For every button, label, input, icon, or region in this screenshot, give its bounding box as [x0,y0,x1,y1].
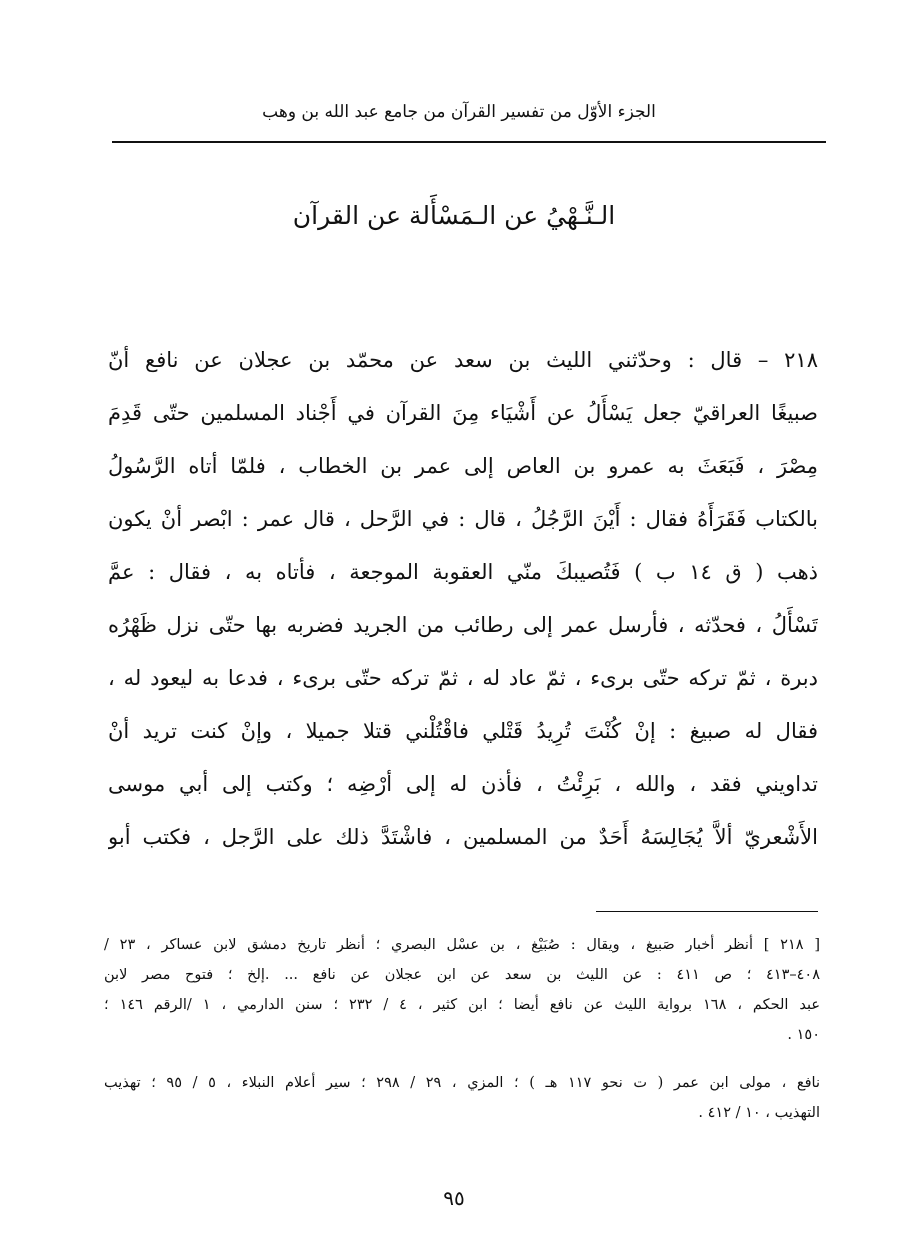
text-line: تَسْأَلُ ، فحدّثه ، فأرسل عمر إلى رطائب من الجريد فضربه بها حتّى نزل ظَهْرُه [108,613,818,637]
footnote-line: نافع ، مولى ابن عمر ( ت نحو ١١٧ هـ ) ؛ المزي ، ٢٩ / ٢٩٨ ؛ سير أعلام النبلاء ، ٥ / ٩٥ ؛ تهذيب [104,1075,820,1091]
footnote-line: [ ٢١٨ ] أنظر أخبار صَبيغ ، ويقال : صُبَيْغ ، بن عسْل البصري ؛ أنظر تاريخ دمشق لابن عساكر ، ٢٣ / [104,937,820,953]
text-line: ذهب ( ق ١٤ ب ) فَتُصيبكَ منّي العقوبة الموجعة ، فأتاه به ، فقال : عمَّ [108,560,818,584]
text-line: ٢١٨ – قال : وحدّثني الليث بن سعد عن محمّد بن عجلان عن نافع أنّ [108,348,818,372]
footnote-line: التهذيب ، ١٠ / ٤١٢ . [698,1105,820,1121]
footnotes [104,930,820,1128]
text-line: الأَشْعريّ ألاَّ يُجَالِسَهُ أَحَدٌ من المسلمين ، فاشْتَدَّ ذلك على الرَّجل ، فكتب أبو [108,825,818,849]
page-number: ٩٥ [443,1186,465,1210]
footnote-line: ١٥٠ . [787,1027,820,1043]
running-header: الجزء الأوّل من تفسير القرآن من جامع عبد الله بن وهب [262,102,656,122]
text-line: تداويني فقد ، والله ، بَرِئْتُ ، فأذن له إلى أرْضِه ؛ وكتب إلى أبي موسى [108,772,818,796]
text-line: فقال له صبيغ : إنْ كُنْتَ تُرِيدُ قَتْلي فاقْتُلْني قتلا جميلا ، وإنْ كنت تريد أنْ [108,719,818,743]
text-line: بالكتاب فَقَرَأَهُ فقال : أَيْنَ الرَّجُلُ ، قال : في الرَّحل ، قال عمر : ابْصر أنْ يكون [108,507,818,531]
footnote-divider [596,911,818,912]
footnote-spacer [104,1050,820,1068]
footnote-line: عبد الحكم ، ١٦٨ برواية الليث عن نافع أيضا ؛ ابن كثير ، ٤ / ٢٣٢ ؛ سنن الدارمي ، ١ /الرقم ١٤٦ ؛ [104,997,820,1013]
footnote-line: ٤٠٨–٤١٣ ؛ ص ٤١١ : عن الليث بن سعد عن ابن عجلان عن نافع ... .إلخ ؛ فتوح مصر لابن [104,967,820,983]
footnote-218 [104,930,820,1050]
header-divider [112,141,826,143]
footnote-nafi [104,1068,820,1128]
section-title: الـنَّـهْيُ عن الـمَسْأَلة عن القرآن [292,201,616,230]
text-line: دبرة ، ثمّ تركه حتّى برىء ، ثمّ عاد له ، ثمّ تركه حتّى برىء ، فدعا به ليعود له ، [108,666,818,690]
text-line: صبيغًا العراقيّ جعل يَسْأَلُ عن أَشْيَاء مِنَ القرآن في أَجْناد المسلمين حتّى قَدِمَ [108,401,818,425]
main-text [108,334,818,864]
text-line: مِصْرَ ، فَبَعَثَ به عمرو بن العاص إلى عمر بن الخطاب ، فلمّا أتاه الرَّسُولُ [108,454,818,478]
